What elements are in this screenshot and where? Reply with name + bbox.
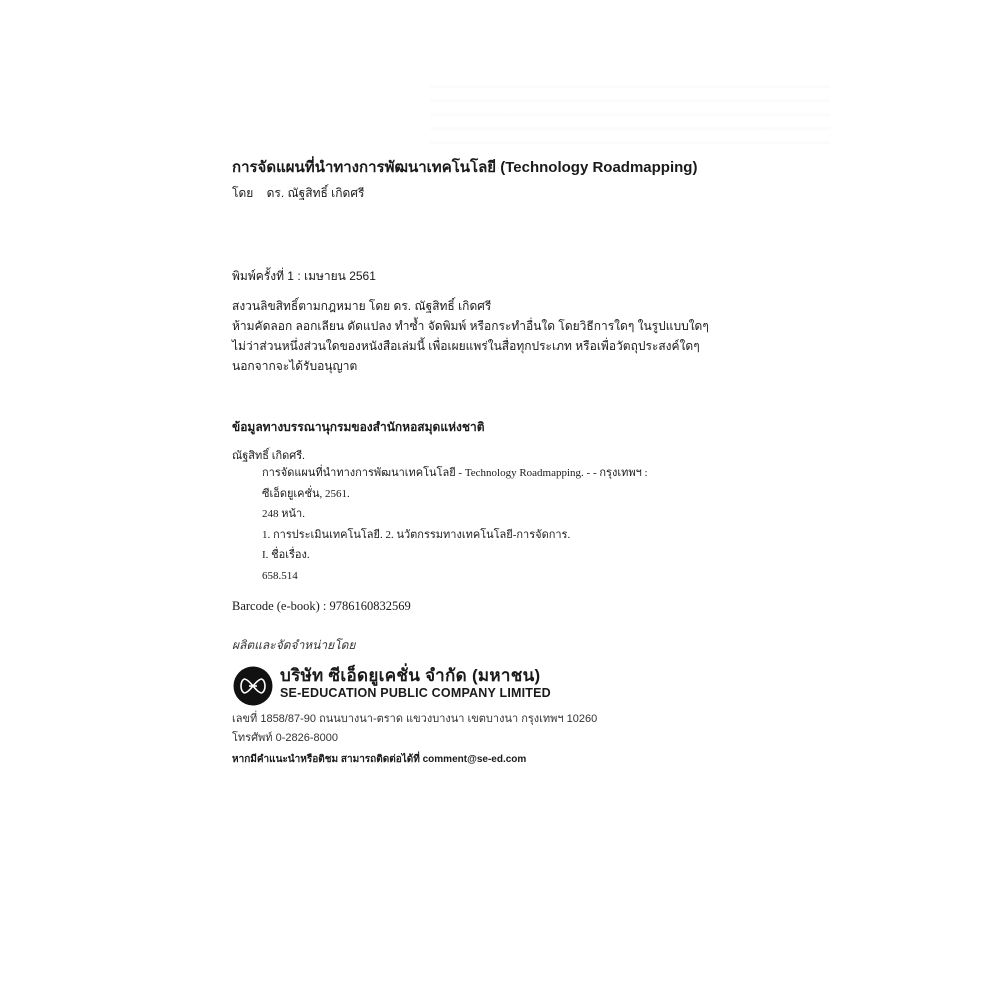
cip-entry [262, 463, 648, 586]
cip-line: 658.514 [262, 569, 298, 582]
author-name: ดร. ณัฐสิทธิ์ เกิดศรี [266, 186, 365, 200]
printing-edition: พิมพ์ครั้งที่ 1 : เมษายน 2561 [232, 269, 376, 283]
barcode-isbn: Barcode (e-book) : 9786160832569 [232, 599, 411, 613]
se-ed-logo-icon [233, 666, 273, 706]
company-address-block [232, 710, 597, 748]
copyright-line: สงวนลิขสิทธิ์ตามกฎหมาย โดย ดร. ณัฐสิทธิ์ เกิดศรี [232, 299, 492, 313]
cip-line: ซีเอ็ดยูเคชั่น, 2561. [262, 487, 350, 500]
book-title: การจัดแผนที่นำทางการพัฒนาเทคโนโลยี (Technology Roadmapping) [232, 159, 698, 176]
author-line [232, 184, 374, 203]
company-phone: โทรศัพท์ 0-2826-8000 [232, 732, 338, 744]
cip-line: 248 หน้า. [262, 508, 305, 520]
cip-author: ณัฐสิทธิ์ เกิดศรี. [232, 450, 305, 462]
copyright-line: ไม่ว่าส่วนหนึ่งส่วนใดของหนังสือเล่มนี้ เพื่อเผยแพร่ในสื่อทุกประเภท หรือเพื่อวัตถุประสงค์ใดๆ [232, 339, 700, 353]
cip-line: การจัดแผนที่นำทางการพัฒนาเทคโนโลยี - Technology Roadmapping. - - กรุงเทพฯ : [262, 467, 648, 479]
company-address: เลขที่ 1858/87-90 ถนนบางนา-ตราด แขวงบางนา เขตบางนา กรุงเทพฯ 10260 [232, 713, 598, 725]
copyright-line: ห้ามคัดลอก ลอกเลียน ดัดแปลง ทำซ้ำ จัดพิมพ์ หรือกระทำอื่นใด โดยวิธีการใดๆ ในรูปแบบใดๆ [232, 319, 709, 333]
author-prefix: โดย [232, 186, 254, 200]
cip-heading: ข้อมูลทางบรรณานุกรมของสำนักหอสมุดแห่งชาติ [232, 420, 485, 434]
cip-line: I. ชื่อเรื่อง. [262, 549, 310, 561]
company-name-thai: บริษัท ซีเอ็ดยูเคชั่น จำกัด (มหาชน) [280, 666, 541, 685]
copyright-notice [232, 296, 709, 376]
cip-line: 1. การประเมินเทคโนโลยี. 2. นวัตกรรมทางเทคโนโลยี-การจัดการ. [262, 528, 571, 541]
distributor-label: ผลิตและจัดจำหน่ายโดย [232, 638, 356, 652]
copyright-line: นอกจากจะได้รับอนุญาต [232, 359, 358, 373]
bleed-through-shadow [430, 85, 830, 145]
feedback-contact: หากมีคำแนะนำหรือติชม สามารถติดต่อได้ที่ comment@se-ed.com [232, 754, 527, 765]
company-name-english: SE-EDUCATION PUBLIC COMPANY LIMITED [280, 686, 551, 700]
